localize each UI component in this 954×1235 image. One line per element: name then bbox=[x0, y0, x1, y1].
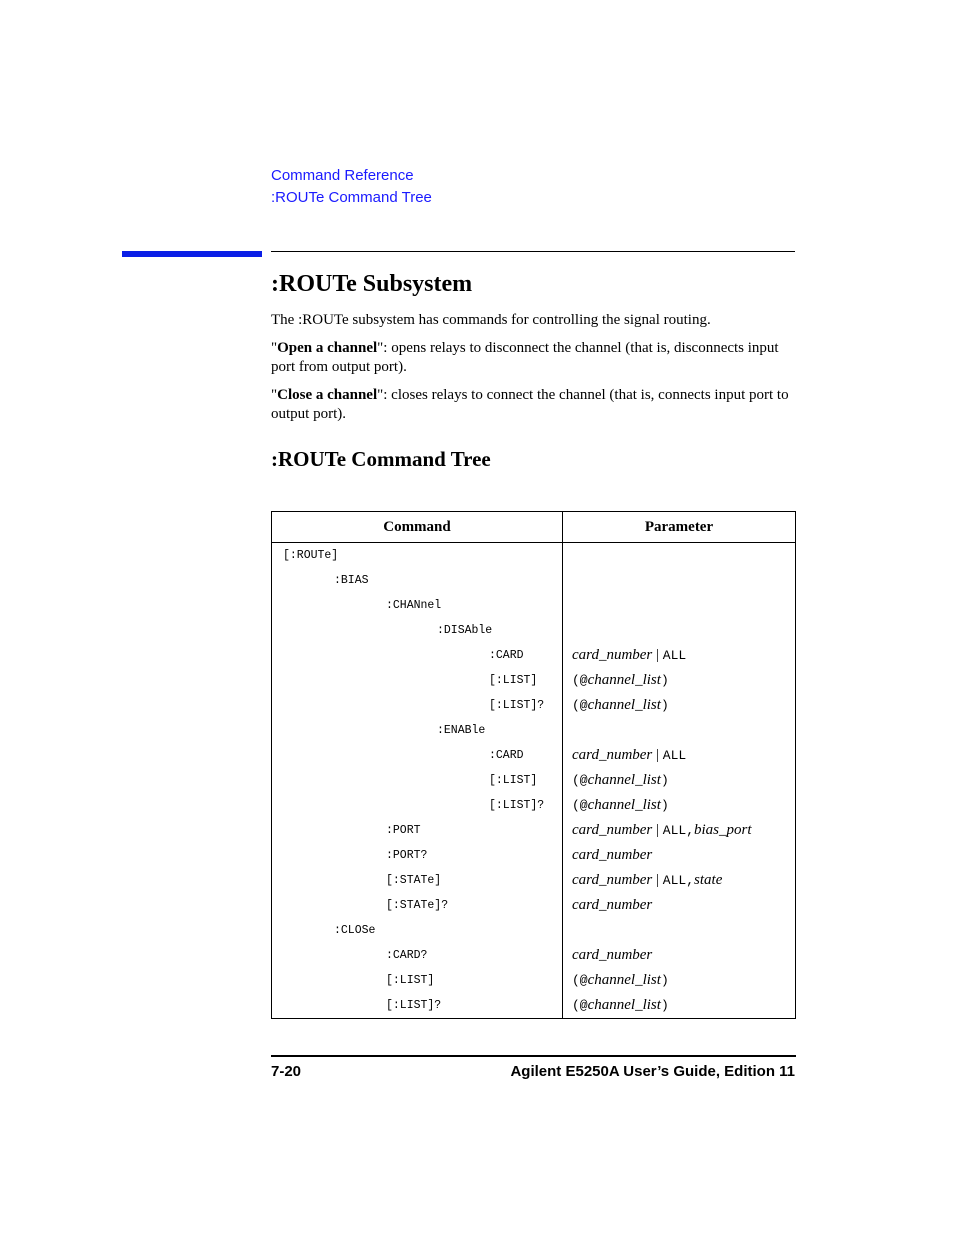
parameter-token: bias_port bbox=[694, 822, 752, 838]
command-row: [:LIST] bbox=[489, 774, 538, 787]
parameter-token: card_number bbox=[572, 872, 653, 888]
subsection-title: :ROUTe Command Tree bbox=[271, 447, 491, 471]
parameter-row bbox=[563, 568, 795, 593]
parameter-row bbox=[563, 718, 795, 743]
section-title: :ROUTe Subsystem bbox=[271, 271, 473, 297]
command-column bbox=[272, 543, 563, 1019]
parameter-token: (@ bbox=[572, 998, 588, 1013]
parameter-token: ) bbox=[660, 998, 669, 1013]
parameter-row bbox=[563, 543, 795, 568]
parameter-column-header: Parameter bbox=[563, 512, 796, 543]
parameter-token: ) bbox=[660, 673, 669, 688]
parameter-row bbox=[563, 668, 795, 693]
parameter-token: ALL, bbox=[662, 873, 695, 888]
breadcrumb bbox=[271, 165, 432, 209]
parameter-token: channel_list bbox=[587, 672, 661, 688]
command-row: [:LIST]? bbox=[489, 699, 545, 712]
parameter-token: ALL bbox=[662, 748, 687, 763]
parameter-row bbox=[563, 993, 795, 1018]
intro-paragraph: The :ROUTe subsystem has commands for controlling the signal routing. bbox=[271, 312, 711, 328]
command-column-header: Command bbox=[272, 512, 563, 543]
parameter-token: | bbox=[652, 822, 663, 838]
parameter-token: card_number bbox=[572, 897, 653, 913]
parameter-token: ) bbox=[660, 798, 669, 813]
parameter-token: ALL bbox=[662, 648, 687, 663]
parameter-token: | bbox=[652, 647, 663, 663]
parameter-row bbox=[563, 818, 795, 843]
command-row: [:STATe] bbox=[386, 874, 442, 887]
parameter-token: channel_list bbox=[587, 772, 661, 788]
command-row: [:STATe]? bbox=[386, 899, 449, 912]
footer-divider bbox=[271, 1055, 796, 1057]
parameter-row bbox=[563, 643, 795, 668]
command-row: :PORT bbox=[386, 824, 421, 837]
parameter-row bbox=[563, 768, 795, 793]
command-tree-table bbox=[271, 511, 796, 1019]
open-channel-description: : opens relays to disconnect the channel (that is, disconnects input port from output port). bbox=[271, 340, 779, 375]
command-row: [:ROUTe] bbox=[283, 549, 339, 562]
parameter-row bbox=[563, 868, 795, 893]
parameter-row bbox=[563, 593, 795, 618]
parameter-token: ) bbox=[660, 773, 669, 788]
parameter-token: state bbox=[694, 872, 723, 888]
parameter-token: ) bbox=[660, 973, 669, 988]
command-row: [:LIST]? bbox=[386, 999, 442, 1012]
close-channel-term: Close a channel bbox=[277, 387, 378, 403]
parameter-token: card_number bbox=[572, 647, 653, 663]
parameter-row bbox=[563, 743, 795, 768]
breadcrumb-link-command-reference[interactable]: Command Reference bbox=[271, 167, 414, 184]
parameter-token: (@ bbox=[572, 973, 588, 988]
parameter-row bbox=[563, 693, 795, 718]
parameter-token: (@ bbox=[572, 698, 588, 713]
parameter-row bbox=[563, 893, 795, 918]
parameter-column bbox=[563, 543, 796, 1019]
command-row: :CARD bbox=[489, 749, 524, 762]
command-row: :DISAble bbox=[437, 624, 493, 637]
command-row: :CHANnel bbox=[386, 599, 442, 612]
command-row: :CLOSe bbox=[334, 924, 376, 937]
parameter-row bbox=[563, 793, 795, 818]
open-channel-term: Open a channel bbox=[277, 340, 378, 356]
open-channel-paragraph: "Open a channel": opens relays to disconnect the channel (that is, disconnects input port from output port). bbox=[271, 340, 779, 375]
parameter-token: card_number bbox=[572, 822, 653, 838]
section-divider bbox=[271, 251, 795, 252]
parameter-token: channel_list bbox=[587, 797, 661, 813]
parameter-token: (@ bbox=[572, 673, 588, 688]
parameter-token: channel_list bbox=[587, 997, 661, 1013]
parameter-row bbox=[563, 968, 795, 993]
parameter-token: ALL, bbox=[662, 823, 695, 838]
command-row: :PORT? bbox=[386, 849, 428, 862]
parameter-row bbox=[563, 843, 795, 868]
close-channel-description: : closes relays to connect the channel (that is, connects input port to output port). bbox=[271, 387, 789, 422]
close-channel-paragraph: "Close a channel": closes relays to connect the channel (that is, connects input port to output port). bbox=[271, 387, 789, 422]
parameter-token: (@ bbox=[572, 798, 588, 813]
parameter-token: | bbox=[652, 747, 663, 763]
book-title: Agilent E5250A User’s Guide, Edition 11 bbox=[510, 1063, 795, 1080]
parameter-token: channel_list bbox=[587, 972, 661, 988]
page-number: 7-20 bbox=[271, 1063, 302, 1080]
breadcrumb-link-route-command-tree[interactable]: :ROUTe Command Tree bbox=[271, 189, 432, 206]
parameter-token: (@ bbox=[572, 773, 588, 788]
command-row: :CARD bbox=[489, 649, 524, 662]
command-row: :CARD? bbox=[386, 949, 428, 962]
parameter-token: | bbox=[652, 872, 663, 888]
command-row: [:LIST] bbox=[489, 674, 538, 687]
parameter-token: card_number bbox=[572, 747, 653, 763]
command-row: :ENABle bbox=[437, 724, 486, 737]
parameter-token: channel_list bbox=[587, 697, 661, 713]
parameter-token: card_number bbox=[572, 947, 653, 963]
parameter-token: card_number bbox=[572, 847, 653, 863]
parameter-row bbox=[563, 618, 795, 643]
section-marker-bar bbox=[122, 251, 262, 257]
command-row: [:LIST] bbox=[386, 974, 435, 987]
command-row: [:LIST]? bbox=[489, 799, 545, 812]
parameter-token: ) bbox=[660, 698, 669, 713]
parameter-row bbox=[563, 918, 795, 943]
parameter-row bbox=[563, 943, 795, 968]
command-row: :BIAS bbox=[334, 574, 369, 587]
